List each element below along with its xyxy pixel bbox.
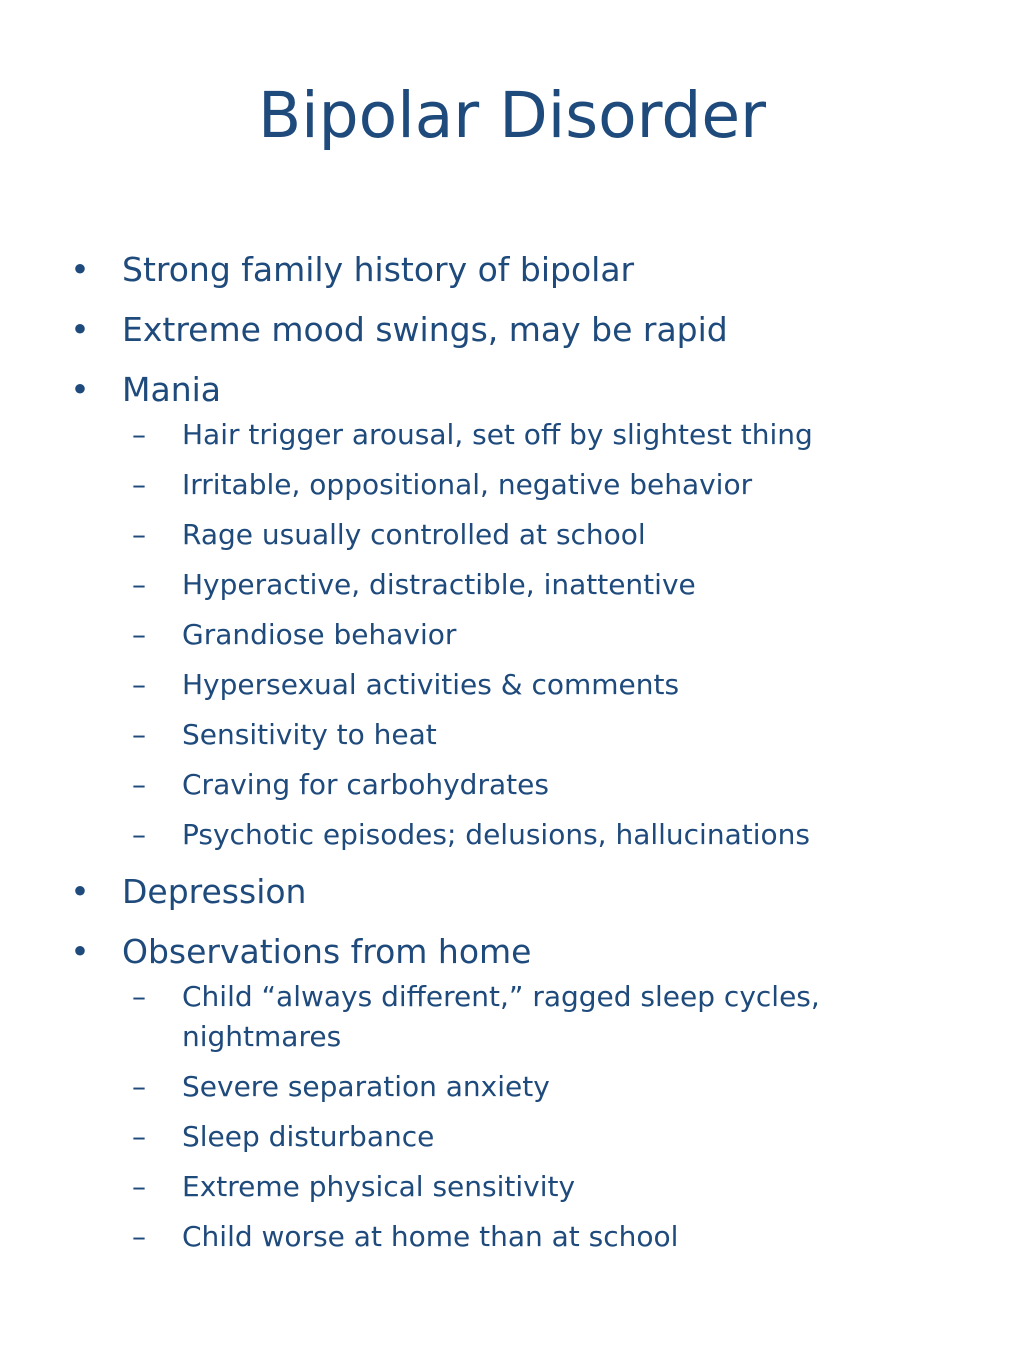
sub-bullet-marker: – <box>132 1170 146 1203</box>
sub-bullet-item <box>122 1117 970 1157</box>
sub-bullet-text: Irritable, oppositional, negative behavior <box>182 468 753 501</box>
bullet-text: Depression <box>122 872 307 911</box>
sub-bullet-text: Grandiose behavior <box>182 618 457 651</box>
sub-bullet-marker: – <box>132 718 146 751</box>
sub-bullet-marker: – <box>132 768 146 801</box>
sub-bullet-item <box>122 715 970 755</box>
sub-bullet-marker: – <box>132 668 146 701</box>
bullet-marker: • <box>70 370 90 409</box>
sub-bullet-text: Rage usually controlled at school <box>182 518 646 551</box>
sub-bullet-marker: – <box>132 568 146 601</box>
sub-bullet-text: Child “always different,” ragged sleep cycles, nightmares <box>182 980 820 1053</box>
sub-bullet-item <box>122 515 970 555</box>
sub-bullet-marker: – <box>132 1220 146 1253</box>
bullet-marker: • <box>70 310 90 349</box>
slide-title: Bipolar Disorder <box>257 79 767 152</box>
bullet-item <box>70 306 970 353</box>
sub-bullet-marker: – <box>132 1120 146 1153</box>
sub-bullet-text: Severe separation anxiety <box>182 1070 550 1103</box>
sub-bullet-item <box>122 1067 970 1107</box>
sub-bullet-text: Child worse at home than at school <box>182 1220 679 1253</box>
sub-bullet-marker: – <box>132 980 146 1013</box>
bullet-item <box>70 366 970 855</box>
sub-bullet-marker: – <box>132 618 146 651</box>
sub-bullet-text: Psychotic episodes; delusions, hallucinations <box>182 818 810 851</box>
sub-bullet-item <box>122 465 970 505</box>
sub-bullet-list <box>122 415 970 855</box>
sub-bullet-item <box>122 615 970 655</box>
sub-bullet-text: Hyperactive, distractible, inattentive <box>182 568 696 601</box>
sub-bullet-item <box>122 1217 970 1257</box>
sub-bullet-item <box>122 1167 970 1207</box>
bullet-text: Strong family history of bipolar <box>122 250 635 289</box>
bullet-text: Mania <box>122 370 221 409</box>
sub-bullet-item <box>122 565 970 605</box>
sub-bullet-text: Craving for carbohydrates <box>182 768 549 801</box>
sub-bullet-item <box>122 977 970 1057</box>
sub-bullet-item <box>122 415 970 455</box>
bullet-marker: • <box>70 872 90 911</box>
bullet-item <box>70 246 970 293</box>
bullet-marker: • <box>70 250 90 289</box>
sub-bullet-item <box>122 665 970 705</box>
sub-bullet-marker: – <box>132 518 146 551</box>
sub-bullet-item <box>122 765 970 805</box>
sub-bullet-marker: – <box>132 1070 146 1103</box>
sub-bullet-item <box>122 815 970 855</box>
sub-bullet-list <box>122 977 970 1257</box>
sub-bullet-marker: – <box>132 418 146 451</box>
bullet-list <box>70 246 970 1270</box>
sub-bullet-marker: – <box>132 818 146 851</box>
sub-bullet-marker: – <box>132 468 146 501</box>
sub-bullet-text: Sleep disturbance <box>182 1120 435 1153</box>
bullet-text: Extreme mood swings, may be rapid <box>122 310 728 349</box>
bullet-text: Observations from home <box>122 932 532 971</box>
sub-bullet-text: Extreme physical sensitivity <box>182 1170 576 1203</box>
bullet-item <box>70 868 970 915</box>
sub-bullet-text: Sensitivity to heat <box>182 718 437 751</box>
bullet-item <box>70 928 970 1257</box>
bullet-marker: • <box>70 932 90 971</box>
sub-bullet-text: Hair trigger arousal, set off by slightest thing <box>182 418 813 451</box>
sub-bullet-text: Hypersexual activities & comments <box>182 668 680 701</box>
